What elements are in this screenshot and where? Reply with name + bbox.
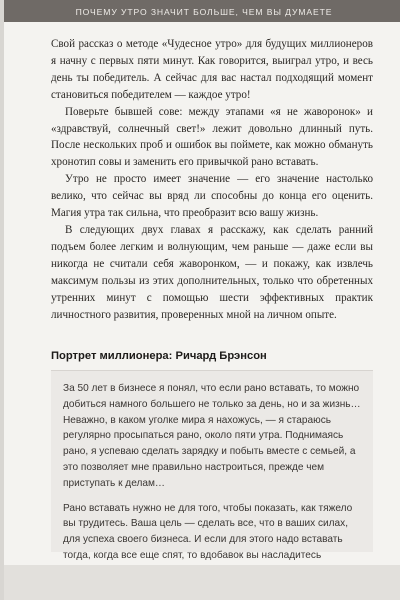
paragraph: Утро не просто имеет значение — его значение настолько велико, что сейчас вы вряд ли способны до конца его оценить. Магия утра так сильна, что преобразит всю вашу жизнь. xyxy=(51,173,373,220)
page-bottom-margin xyxy=(4,565,400,600)
paragraph: Поверьте бывшей сове: между этапами «я не жаворонок» и «здравствуй, солнечный свет!» лежит довольно длинный путь. После нескольких проб и ошибок вы поймете, как можно обмануть хронотип совы и заменить его привычкой рано вставать. xyxy=(51,105,373,169)
sidebar-paragraph: Рано вставать нужно не для того, чтобы показать, как тяжело вы трудитесь. Ваша цель — сделать все, что в ваших силах, для успеха своего бизнеса. И если для этого надо вставать тогда, когда все еще спят, то вдобавок вы насладитесь xyxy=(63,502,353,561)
running-head: ПОЧЕМУ УТРО ЗНАЧИТ БОЛЬШЕ, ЧЕМ ВЫ ДУМАЕТЕ xyxy=(4,0,400,22)
quote-sidebar xyxy=(51,370,373,561)
sidebar-paragraph: За 50 лет в бизнесе я понял, что если рано вставать, то можно добиться намного большего не только за день, но и за жизнь… Неважно, в каком уголке мира я нахожусь, — я стараюсь регулярно просыпаться рано, около пяти утра. Поднимаясь рано, я успеваю сделать зарядку и побыть вместе с семьей, а это позволяет мне правильно настроиться, прежде чем приступать к делам… xyxy=(63,383,361,489)
paragraph: Свой рассказ о методе «Чудесное утро» для будущих миллионеров я начну с первых пяти минут. Как говорится, выиграл утро, и весь день ты победитель. А сейчас для вас настал подходящий момент становиться победителем — каждое утро! xyxy=(51,38,373,101)
main-text xyxy=(51,36,373,323)
sidebar-title: Портрет миллионера: Ричард Брэнсон xyxy=(51,350,267,362)
paragraph: В следующих двух главах я расскажу, как сделать ранний подъем более легким и волнующим, чем раньше — даже если вы никогда не считали себя жаворонком, — и покажу, как извлечь максимум пользы из этих дополнительных, только что обретенных утренних минут с помощью шести эффективных практик личностного развития, проверенных мной на личном опыте. xyxy=(51,223,373,321)
